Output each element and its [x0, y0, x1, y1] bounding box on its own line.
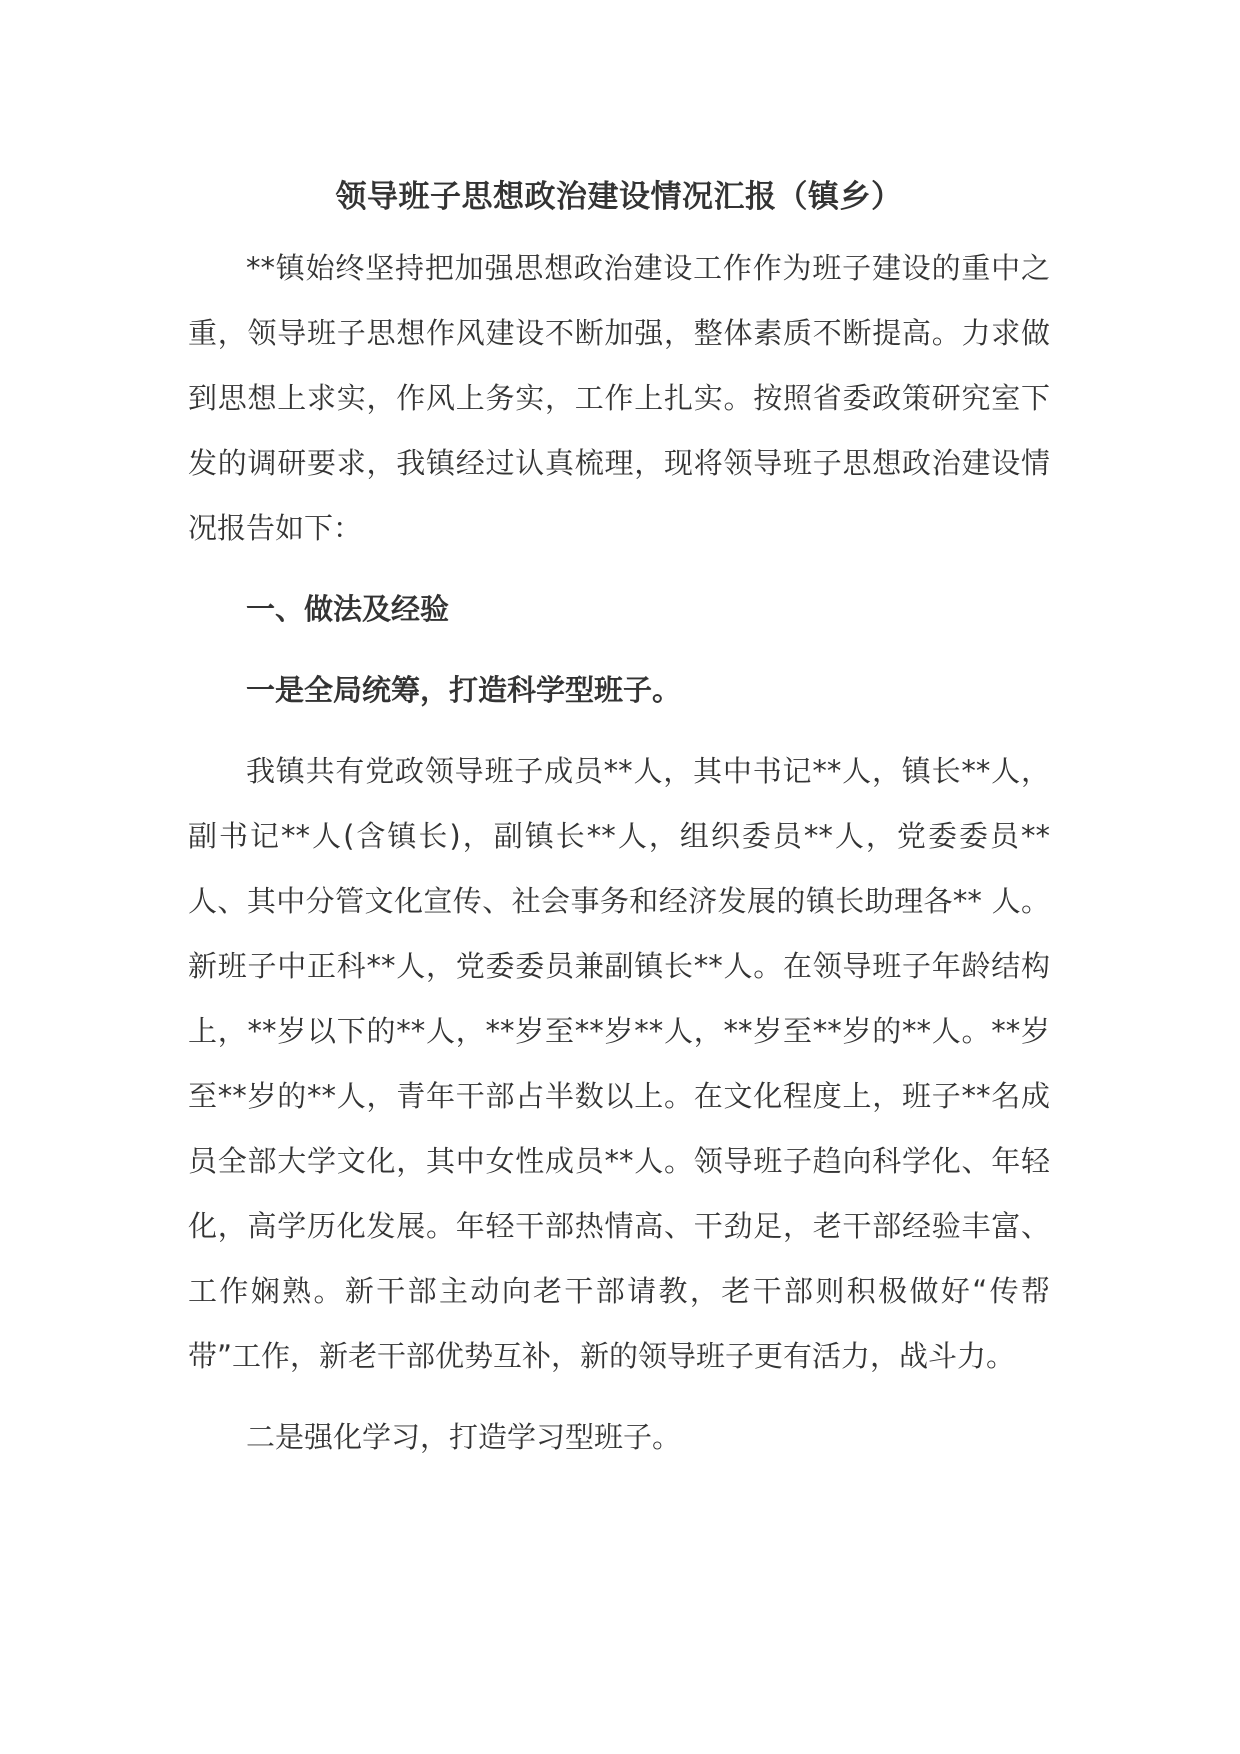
- section-heading-practices: 一、做法及经验: [246, 592, 450, 626]
- body-paragraph-team-composition: 我镇共有党政领导班子成员**人，其中书记**人，镇长**人，副书记**人(含镇长)，副镇长**人，组织委员**人，党委委员**人、其中分管文化宣传、社会事务和经济发展的镇长助理各** 人。新班子中正科**人，党委委员兼副镇长**人。在领导班子年龄结构上，**岁以下的**人，**岁至**岁**人，**岁至**岁的**人。**岁至**岁的**人，青年干部占半数以上。在文化程度上，班子**名成员全部大学文化，其中女性成员**人。领导班子趋向科学化、年轻化，高学历化发展。年轻干部热情高、干劲足，老干部经验丰富、工作娴熟。新干部主动向老干部请教，老干部则积极做好“传帮带”工作，新老干部优势互补，新的领导班子更有活力，战斗力。: [188, 754, 1050, 1373]
- intro-paragraph: **镇始终坚持把加强思想政治建设工作作为班子建设的重中之重，领导班子思想作风建设不断加强，整体素质不断提高。力求做到思想上求实，作风上务实，工作上扎实。按照省委政策研究室下发的调研要求，我镇经过认真梳理，现将领导班子思想政治建设情况报告如下：: [188, 251, 1050, 545]
- subsection-heading-scientific-team: 一是全局统筹，打造科学型班子。: [246, 673, 682, 707]
- subsection-heading-learning-team: 二是强化学习，打造学习型班子。: [246, 1420, 682, 1454]
- document-title: 领导班子思想政治建设情况汇报（镇乡）: [335, 179, 903, 215]
- document-page: [188, 172, 1050, 1470]
